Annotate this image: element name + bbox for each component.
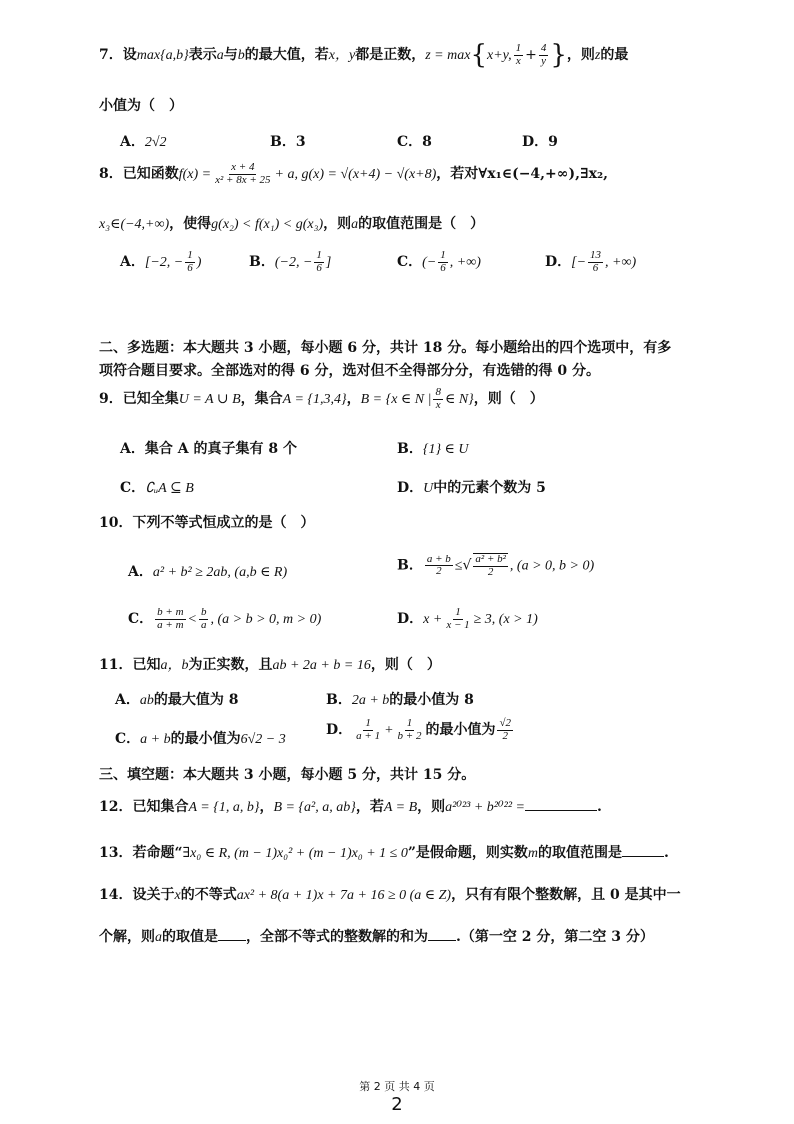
q12-answer-blank <box>525 810 597 811</box>
q11-option-c: C．a + b的最小值为6√2 − 3 <box>115 731 286 747</box>
q8-option-a: A．[−2, − $\frac{1}{6}$ ) <box>120 249 202 274</box>
q11-option-d: D． $\frac{1}{a + 1}$ + $\frac{1}{b + 2}$ 的最小值为 $\frac{√2}{2}$ <box>326 717 512 742</box>
q7-line2: 小值为（ ） <box>99 98 183 114</box>
section2-line2: 项符合题目要求。全部选对的得 6 分，选对但不全得部分分，有选错的得 0 分。 <box>99 363 600 379</box>
q9-option-b: B．{1} ∈ U <box>397 441 469 457</box>
q12-line: 12．已知集合A = {1, a, b}，B = {a², a, ab}，若A = B，则a²⁰²³ + b²⁰²² = . <box>99 799 602 815</box>
q11-option-b: B．2a + b的最小值为 8 <box>326 692 474 708</box>
q8-line1: 8．已知函数f(x) = $\frac{x + 4}{\text{x² + 8x + 25}}$ + a, g(x) = √(x+4) − √(x+8)，若对∀x₁∈(−4,+∞),∃x₂, <box>99 161 608 186</box>
q13-answer-blank <box>622 856 664 857</box>
q14-answer-blank-2 <box>428 940 456 941</box>
q9-line1: 9．已知全集U = A ∪ B，集合A = {1,3,4}，B = {x ∈ N | $\frac{8}{x}$ ∈ N}，则（ ） <box>99 386 544 411</box>
q14-answer-blank-1 <box>218 940 246 941</box>
q11-line1: 11．已知a，b为正实数，且ab + 2a + b = 16，则（ ） <box>99 657 441 673</box>
q10-line1: 10．下列不等式恒成立的是（ ） <box>99 515 315 531</box>
q7-option-d: D．9 <box>522 134 558 150</box>
q14-line1: 14．设关于x的不等式ax² + 8(a + 1)x + 7a + 16 ≥ 0 (a ∈ Z)，只有有限个整数解，且 0 是其中一 <box>99 887 681 903</box>
q10-option-c: C． $\frac{b + m}{a + m}$ < $\frac{b}{a}$ , (a > b > 0, m > 0) <box>128 606 322 631</box>
q8-line2: x₃∈(−4,+∞)，使得g(x₂) < f(x₁) < g(x₃)，则a的取值范围是（ ） <box>99 216 485 232</box>
q9-option-c: C．∁ᵤA ⊆ B <box>120 480 194 496</box>
section3-heading: 三、填空题：本大题共 3 小题，每小题 5 分，共计 15 分。 <box>99 767 476 783</box>
q8-option-b: B．(−2, − $\frac{1}{6}$ ] <box>249 249 332 274</box>
q7-line1: 7．设max{a,b}表示a与b的最大值，若x，y都是正数，z = max{x+y, $\frac{1}{x}$ + $\frac{4}{y}$ }，则z的最 <box>99 40 629 70</box>
q13-line: 13．若命题“∃x₀ ∈ R, (m − 1)x₀² + (m − 1)x₀ + 1 ≤ 0”是假命题，则实数m的取值范围是 . <box>99 845 669 861</box>
q11-option-a: A．ab的最大值为 8 <box>115 692 239 708</box>
page-footer-info: 第 2 页 共 4 页 <box>359 1080 435 1093</box>
q7-option-a: A．2√2 <box>120 134 167 150</box>
q7-option-c: C．8 <box>397 134 432 150</box>
q8-option-c: C．(− $\frac{1}{6}$ , +∞) <box>397 249 481 274</box>
q14-line2: 个解，则a的取值是 ，全部不等式的整数解的和为 .（第一空 2 分，第二空 3 分） <box>99 929 654 945</box>
q10-option-b: B． $\frac{a + b}{2}$ ≤√ $\frac{\text{a² + b²}}{2}$ , (a > 0, b > 0) <box>397 552 595 578</box>
q10-option-a: A．a² + b² ≥ 2ab, (a,b ∈ R) <box>128 564 288 580</box>
page-number: 2 <box>391 1094 403 1115</box>
q7-option-b: B．3 <box>270 134 306 150</box>
q9-option-d: D．U中的元素个数为 5 <box>397 480 546 496</box>
q8-option-d: D．[− $\frac{13}{6}$ , +∞) <box>545 249 637 274</box>
q10-option-d: D．x + $\frac{1}{x - 1}$ ≥ 3, (x > 1) <box>397 606 538 631</box>
q9-option-a: A．集合 A 的真子集有 8 个 <box>120 441 297 457</box>
section2-line1: 二、多选题：本大题共 3 小题，每小题 6 分，共计 18 分。每小题给出的四个选项中，有多 <box>99 340 672 356</box>
